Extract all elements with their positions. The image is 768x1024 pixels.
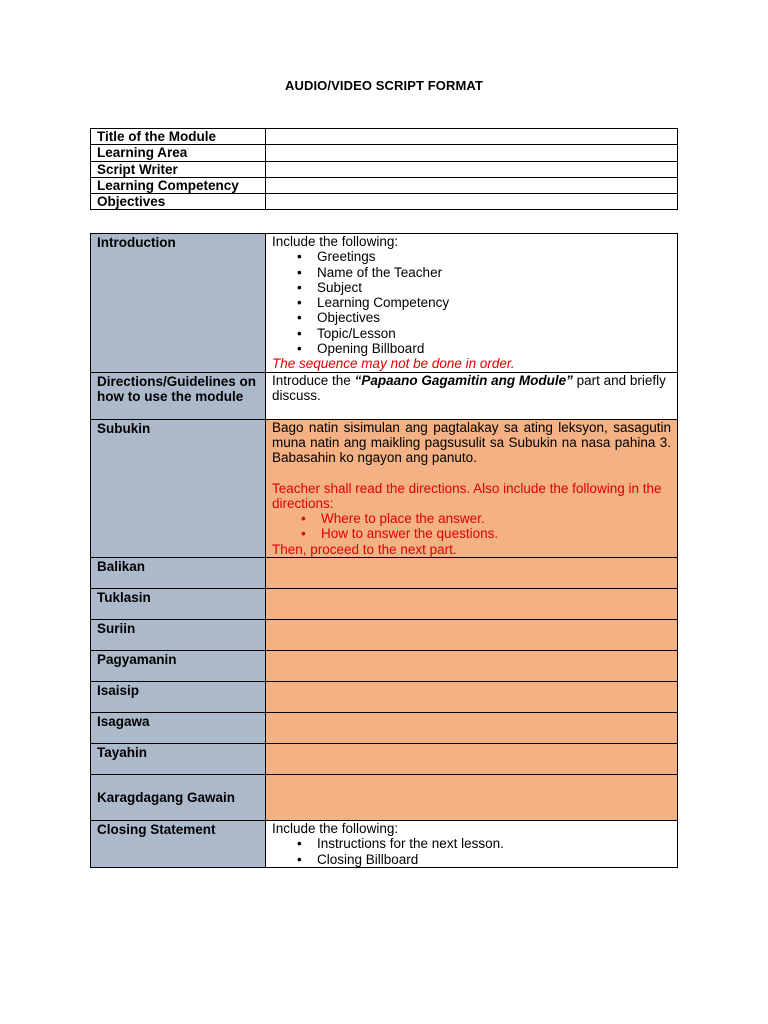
list-item: • Instructions for the next lesson. [317, 836, 671, 851]
page-title: AUDIO/VIDEO SCRIPT FORMAT [285, 78, 483, 93]
list-item: • Name of the Teacher [317, 265, 671, 280]
info-value-field[interactable] [266, 129, 678, 145]
subukin-instruction: Teacher shall read the directions. Also include the following in the directions: [272, 480, 662, 511]
info-value-field[interactable] [266, 145, 678, 161]
list-item: • Learning Competency [317, 295, 671, 310]
subukin-content[interactable] [266, 419, 678, 557]
info-row [91, 145, 678, 161]
sequence-note: The sequence may not be done in order. [272, 356, 515, 372]
lead-text: Include the following: [272, 821, 399, 837]
directions-content[interactable] [266, 372, 678, 419]
introduction-content[interactable] [266, 234, 678, 373]
directions-text-end: part and briefly discuss. [272, 372, 666, 403]
directions-text: Introduce the [272, 372, 355, 388]
section-row [91, 744, 678, 775]
section-row [91, 620, 678, 651]
list-item: • Closing Billboard [317, 852, 671, 867]
info-row [91, 129, 678, 145]
info-label: Script Writer [91, 161, 266, 177]
list-item: • Topic/Lesson [317, 326, 671, 341]
info-value-field[interactable] [266, 161, 678, 177]
row-label: Isagawa [91, 713, 266, 744]
list-item: • Greetings [317, 249, 671, 264]
list-item: • How to answer the questions. [321, 526, 671, 541]
row-label: Pagyamanin [91, 651, 266, 682]
closing-row [91, 821, 678, 868]
section-content[interactable] [266, 682, 678, 713]
section-content[interactable] [266, 558, 678, 589]
row-label: Directions/Guidelines on how to use the module [91, 372, 266, 419]
section-row [91, 589, 678, 620]
list-item: • Where to place the answer. [321, 511, 671, 526]
row-label: Tayahin [91, 744, 266, 775]
section-content[interactable] [266, 651, 678, 682]
row-label: Isaisip [91, 682, 266, 713]
info-label: Learning Competency [91, 177, 266, 193]
row-label: Tuklasin [91, 589, 266, 620]
section-content[interactable] [266, 775, 678, 821]
subukin-closing: Then, proceed to the next part. [272, 541, 457, 557]
script-table [90, 233, 678, 868]
section-content[interactable] [266, 589, 678, 620]
info-row [91, 177, 678, 193]
section-row [91, 558, 678, 589]
list-item: • Objectives [317, 310, 671, 325]
row-label: Introduction [91, 234, 266, 373]
row-label: Suriin [91, 620, 266, 651]
info-label: Objectives [91, 194, 266, 210]
module-info-table [90, 128, 678, 210]
directions-row [91, 372, 678, 419]
info-value-field[interactable] [266, 177, 678, 193]
lead-text: Include the following: [272, 234, 399, 249]
introduction-row [91, 234, 678, 373]
row-label: Karagdagang Gawain [91, 775, 266, 821]
bullet-list [272, 511, 671, 542]
subukin-paragraph: Bago natin sisimulan ang pagtalakay sa ating leksyon, sasagutin muna natin ang maikling pagsusulit sa Subukin na nasa pahina 3. Babasahin ko ngayon ang panuto. [272, 419, 671, 466]
subukin-row [91, 419, 678, 557]
closing-content[interactable] [266, 821, 678, 868]
info-row [91, 161, 678, 177]
info-label: Learning Area [91, 145, 266, 161]
info-label: Title of the Module [91, 129, 266, 145]
bullet-list [272, 249, 671, 356]
section-row [91, 682, 678, 713]
info-row [91, 194, 678, 210]
row-label: Subukin [91, 419, 266, 557]
row-label: Closing Statement [91, 821, 266, 868]
section-content[interactable] [266, 744, 678, 775]
section-content[interactable] [266, 713, 678, 744]
section-row [91, 651, 678, 682]
row-label: Balikan [91, 558, 266, 589]
info-value-field[interactable] [266, 194, 678, 210]
list-item: • Subject [317, 280, 671, 295]
directions-emphasis: “Papaano Gagamitin ang Module” [354, 372, 573, 388]
bullet-list [272, 836, 671, 867]
section-row [91, 775, 678, 821]
section-row [91, 713, 678, 744]
section-content[interactable] [266, 620, 678, 651]
list-item: • Opening Billboard [317, 341, 671, 356]
